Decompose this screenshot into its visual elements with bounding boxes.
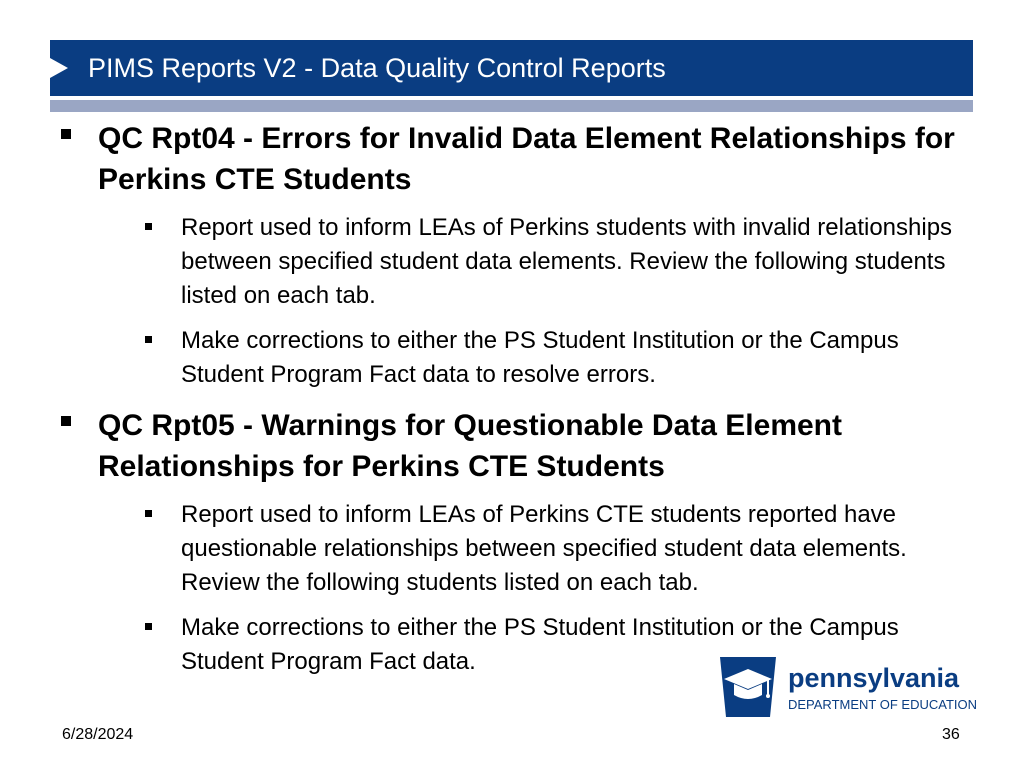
bullet-text: Make corrections to either the PS Student Institution or the Campus Student Program Fact data to resolve errors. <box>181 327 899 388</box>
section-heading-rpt04 <box>98 118 978 200</box>
pa-education-logo <box>716 655 978 719</box>
arrow-icon <box>50 58 68 78</box>
square-bullet-icon <box>61 129 71 139</box>
square-bullet-icon <box>61 416 71 426</box>
heading-text: QC Rpt04 - Errors for Invalid Data Element Relationships for Perkins CTE Students <box>98 122 955 196</box>
footer-date: 6/28/2024 <box>62 726 134 743</box>
square-bullet-icon <box>145 223 152 230</box>
square-bullet-icon <box>145 623 152 630</box>
bullet-text: Make corrections to either the PS Student Institution or the Campus Student Program Fact data. <box>181 614 899 675</box>
sub-bullet <box>181 498 981 600</box>
sub-bullet <box>181 324 981 392</box>
logo-subtitle: DEPARTMENT OF EDUCATION <box>788 697 977 712</box>
sub-bullet <box>181 211 981 313</box>
page-number: 36 <box>942 726 960 743</box>
bullet-text: Report used to inform LEAs of Perkins students with invalid relationships between specified student data elements. Review the following students listed on each tab. <box>181 214 953 309</box>
heading-text: QC Rpt05 - Warnings for Questionable Data Element Relationships for Perkins CTE Students <box>98 409 842 483</box>
square-bullet-icon <box>145 336 152 343</box>
section-heading-rpt05 <box>98 405 978 487</box>
bullet-text: Report used to inform LEAs of Perkins CTE students reported have questionable relationships between specified student data elements. Review the following students listed on each tab. <box>181 501 907 596</box>
slide-title: PIMS Reports V2 - Data Quality Control Reports <box>88 53 666 83</box>
square-bullet-icon <box>145 510 152 517</box>
title-underline <box>50 100 973 112</box>
keystone-icon <box>716 655 780 719</box>
title-bar <box>50 40 973 96</box>
logo-wordmark: pennsylvania <box>788 663 960 693</box>
